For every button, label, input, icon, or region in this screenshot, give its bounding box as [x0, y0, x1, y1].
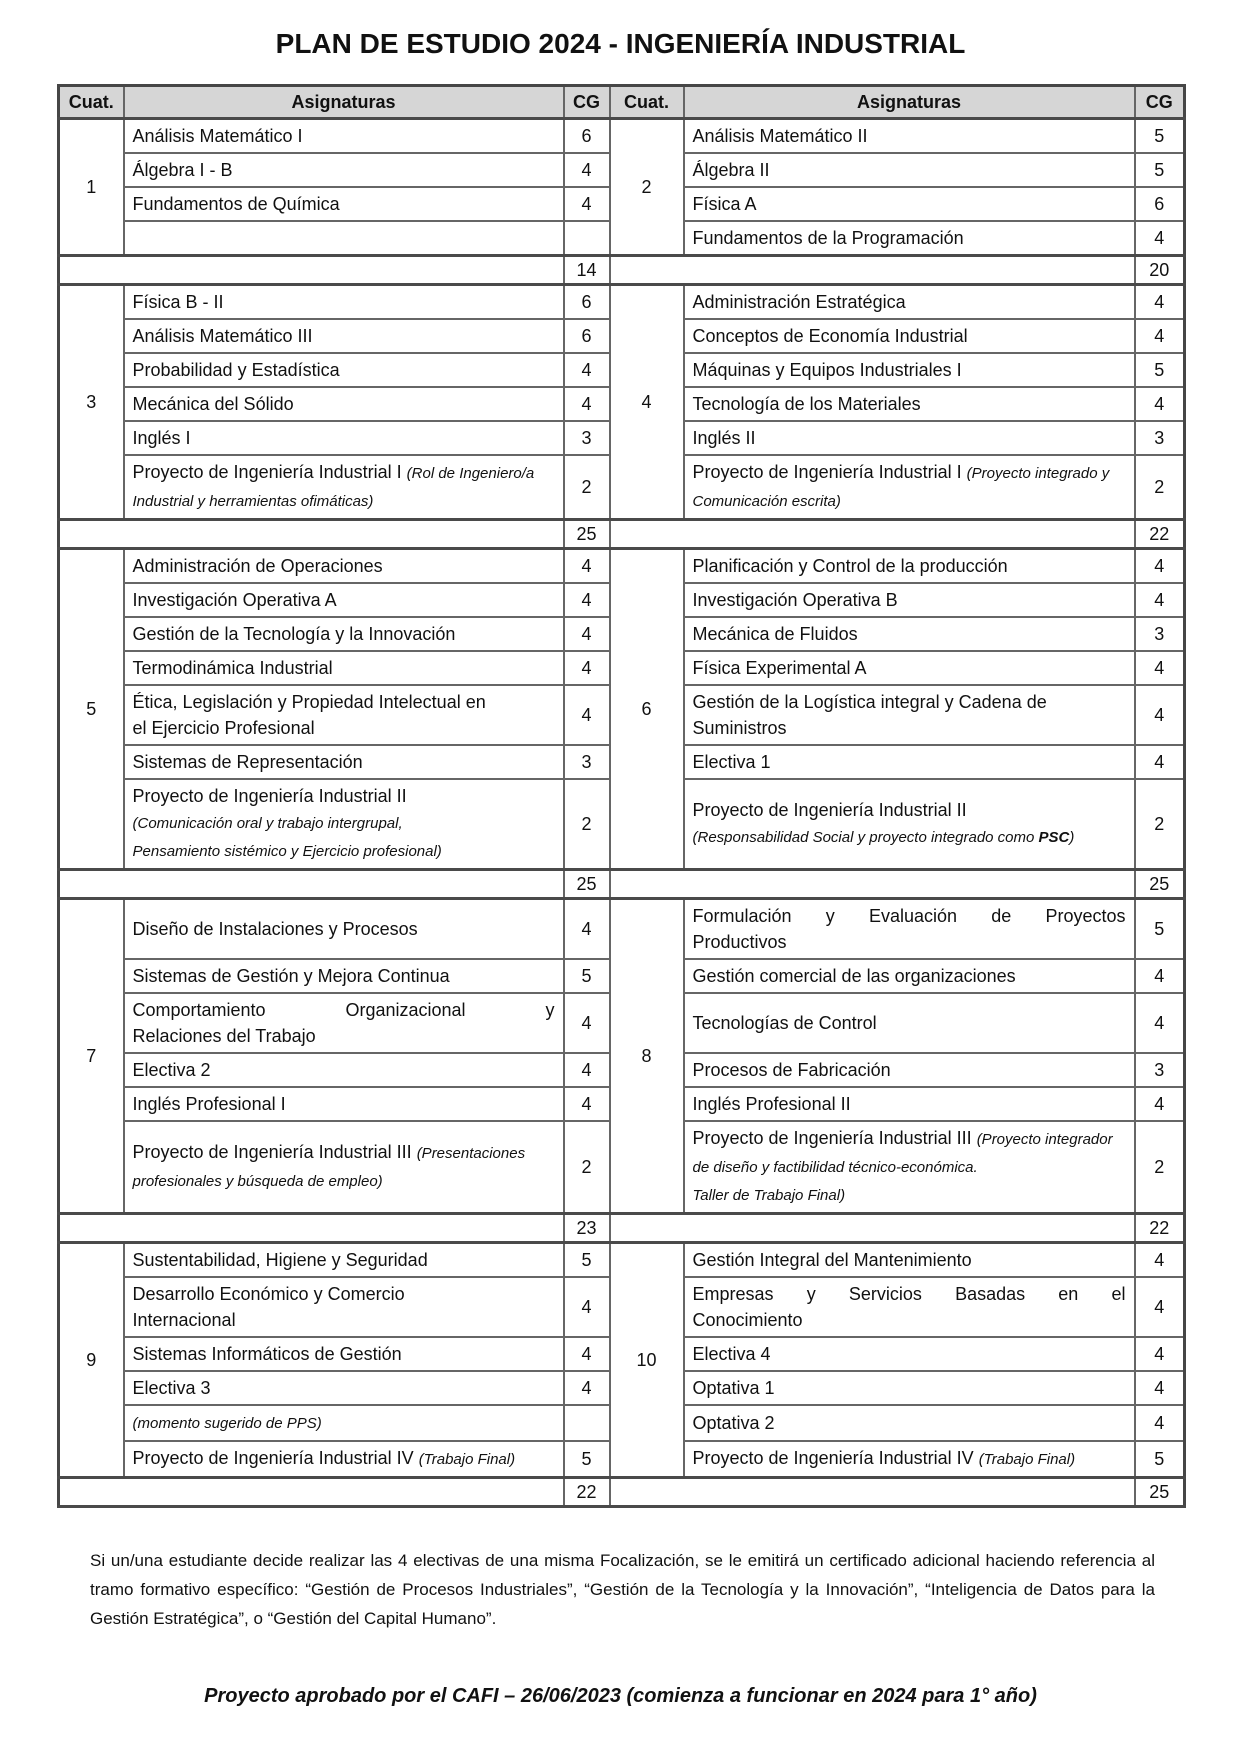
totals-credits-cell: 25	[564, 520, 610, 549]
course-name: Tecnología de los Materiales	[692, 394, 921, 414]
course-credits-cell	[564, 221, 610, 256]
totals-credits-cell: 25	[564, 870, 610, 899]
course-credits-cell: 5	[564, 1243, 610, 1278]
header-cuat-right: Cuat.	[610, 86, 684, 119]
course-credits-cell: 4	[564, 1087, 610, 1121]
approval-footer: Proyecto aprobado por el CAFI – 26/06/2023 (comienza a funcionar en 2024 para 1° año)	[204, 1685, 1037, 1707]
course-name: Investigación Operativa B	[692, 590, 898, 610]
course-name-cell	[684, 153, 1135, 187]
course-name: Física B - II	[132, 292, 224, 312]
course-credits-cell: 4	[1135, 651, 1185, 685]
course-row	[59, 285, 1185, 320]
cuatrimestre-cell: 9	[59, 1243, 124, 1478]
course-credits-cell: 4	[1135, 319, 1185, 353]
course-name-cell	[124, 119, 564, 154]
course-name: Inglés Profesional I	[132, 1094, 286, 1114]
course-credits-cell: 4	[564, 187, 610, 221]
course-name: Administración Estratégica	[692, 292, 906, 312]
totals-credits-cell: 20	[1135, 256, 1185, 285]
course-name-cell	[124, 221, 564, 256]
header-cg-right: CG	[1135, 86, 1185, 119]
totals-credits-cell: 25	[1135, 1478, 1185, 1507]
course-credits-cell: 6	[564, 319, 610, 353]
header-cg-left: CG	[564, 86, 610, 119]
curriculum-body	[59, 119, 1185, 1507]
totals-spacer-cell	[610, 520, 1135, 549]
course-name: Análisis Matemático I	[132, 126, 303, 146]
course-name-cell	[124, 779, 564, 870]
course-credits-cell: 5	[564, 1441, 610, 1478]
course-name: Proyecto de Ingeniería Industrial II	[692, 800, 967, 820]
header-asignaturas-right: Asignaturas	[684, 86, 1135, 119]
course-name-cell	[124, 285, 564, 320]
course-name: Fundamentos de la Programación	[692, 228, 964, 248]
course-credits-cell: 4	[1135, 993, 1185, 1053]
course-name: Inglés Profesional II	[692, 1094, 851, 1114]
course-note: (Responsabilidad Social y proyecto integrado como PSC)	[692, 829, 1075, 846]
course-name: Inglés II	[692, 428, 756, 448]
totals-spacer-cell	[610, 870, 1135, 899]
course-name: Física A	[692, 194, 757, 214]
course-credits-cell: 4	[564, 153, 610, 187]
totals-credits-cell: 23	[564, 1214, 610, 1243]
course-credits-cell: 4	[1135, 285, 1185, 320]
course-name: Proyecto de Ingeniería Industrial IV	[692, 1448, 974, 1468]
totals-spacer-cell	[59, 1214, 564, 1243]
course-name-cell	[124, 387, 564, 421]
course-credits-cell: 4	[564, 1277, 610, 1337]
totals-credits-cell: 25	[1135, 870, 1185, 899]
course-name-cell	[124, 421, 564, 455]
course-name-cell	[684, 1441, 1135, 1478]
course-note: (Trabajo Final)	[978, 1451, 1076, 1468]
course-name: Análisis Matemático II	[692, 126, 868, 146]
course-credits-cell: 3	[1135, 617, 1185, 651]
course-name: Sistemas de Gestión y Mejora Continua	[132, 966, 450, 986]
cuatrimestre-cell: 10	[610, 1243, 684, 1478]
cuatrimestre-cell: 6	[610, 549, 684, 870]
course-credits-cell: 5	[1135, 1441, 1185, 1478]
course-name: Inglés I	[132, 428, 191, 448]
course-name: Electiva 4	[692, 1344, 771, 1364]
course-credits-cell: 4	[564, 685, 610, 745]
course-name: Termodinámica Industrial	[132, 658, 333, 678]
course-name-cell	[124, 319, 564, 353]
course-name-cell: Comportamiento Organizacional y Relaciones del Trabajo	[124, 993, 564, 1053]
electives-note: Si un/una estudiante decide realizar las 4 electivas de una misma Focalización, se le emitirá un certificado adicional haciendo referencia al tramo formativo específico: “Gestión de Procesos Industriales”, “Gestión de la Tecnología y la Innovación”, “Inteligencia de Datos para la Gestión Estratégica”, o “Gestión del Capital Humano”.	[90, 1551, 1155, 1628]
totals-credits-cell: 22	[1135, 520, 1185, 549]
course-name: Tecnologías de Control	[692, 1013, 877, 1033]
course-credits-cell: 3	[1135, 1053, 1185, 1087]
course-credits-cell: 6	[564, 119, 610, 154]
totals-spacer-cell	[59, 870, 564, 899]
course-credits-cell: 4	[564, 651, 610, 685]
course-name-cell	[124, 959, 564, 993]
totals-row	[59, 1478, 1185, 1507]
table-header-row	[59, 86, 1185, 119]
course-name-cell	[124, 617, 564, 651]
course-name-cell	[684, 993, 1135, 1053]
course-name: Optativa 2	[692, 1413, 775, 1433]
course-name: Sistemas de Representación	[132, 752, 363, 772]
course-credits-cell: 4	[1135, 1337, 1185, 1371]
totals-row	[59, 256, 1185, 285]
course-name: Mecánica de Fluidos	[692, 624, 858, 644]
course-credits-cell: 2	[1135, 455, 1185, 520]
course-name-cell	[684, 353, 1135, 387]
course-name-cell	[124, 153, 564, 187]
course-row	[59, 549, 1185, 584]
course-credits-cell: 4	[1135, 1243, 1185, 1278]
course-name-cell	[124, 745, 564, 779]
course-name-cell	[684, 959, 1135, 993]
course-credits-cell: 4	[564, 387, 610, 421]
course-name-cell	[124, 1243, 564, 1278]
course-name-cell	[124, 549, 564, 584]
totals-spacer-cell	[59, 1478, 564, 1507]
course-credits-cell: 2	[1135, 779, 1185, 870]
course-name: Proyecto de Ingeniería Industrial II	[132, 786, 407, 806]
course-credits-cell: 4	[564, 549, 610, 584]
course-name-cell	[684, 745, 1135, 779]
course-note: (Trabajo Final)	[418, 1451, 516, 1468]
course-credits-cell	[564, 1405, 610, 1441]
cuatrimestre-cell: 3	[59, 285, 124, 520]
course-name-cell	[684, 1243, 1135, 1278]
course-name-cell	[684, 549, 1135, 584]
course-name-cell: Ética, Legislación y Propiedad Intelectual en el Ejercicio Profesional	[124, 685, 564, 745]
course-row	[59, 899, 1185, 960]
totals-credits-cell: 22	[564, 1478, 610, 1507]
course-name: Optativa 1	[692, 1378, 775, 1398]
course-name-cell	[124, 187, 564, 221]
course-credits-cell: 4	[1135, 1405, 1185, 1441]
course-name-cell	[684, 1371, 1135, 1405]
course-credits-cell: 3	[1135, 421, 1185, 455]
course-name: Álgebra I - B	[132, 160, 233, 180]
course-credits-cell: 4	[564, 1371, 610, 1405]
course-name: Gestión comercial de las organizaciones	[692, 966, 1016, 986]
course-name-cell	[124, 1087, 564, 1121]
course-name-cell	[124, 353, 564, 387]
course-credits-cell: 3	[564, 421, 610, 455]
course-credits-cell: 4	[564, 1337, 610, 1371]
course-name: Electiva 2	[132, 1060, 211, 1080]
course-name-cell	[684, 1121, 1135, 1214]
totals-credits-cell: 22	[1135, 1214, 1185, 1243]
course-name: Proyecto de Ingeniería Industrial I	[132, 462, 402, 482]
course-note: (Proyecto integrador de diseño y factibilidad técnico-económica. Taller de Trabajo Final)	[692, 1131, 1113, 1204]
course-name-cell: Empresas y Servicios Basadas en el Conocimiento	[684, 1277, 1135, 1337]
course-name: Administración de Operaciones	[132, 556, 383, 576]
course-name-cell: Desarrollo Económico y Comercio Internacional	[124, 1277, 564, 1337]
course-credits-cell: 5	[1135, 353, 1185, 387]
course-name-cell	[684, 387, 1135, 421]
course-note: (Presentaciones profesionales y búsqueda de empleo)	[132, 1145, 526, 1190]
cuatrimestre-cell: 4	[610, 285, 684, 520]
course-credits-cell: 5	[1135, 153, 1185, 187]
course-name: Física Experimental A	[692, 658, 867, 678]
course-credits-cell: 4	[1135, 685, 1185, 745]
cuatrimestre-cell: 2	[610, 119, 684, 256]
course-name: Fundamentos de Química	[132, 194, 340, 214]
course-name: Gestión de la Tecnología y la Innovación	[132, 624, 456, 644]
totals-spacer-cell	[610, 256, 1135, 285]
course-name-cell	[684, 119, 1135, 154]
course-name-cell	[124, 1371, 564, 1405]
course-name-cell: Gestión de la Logística integral y Cadena de Suministros	[684, 685, 1135, 745]
course-credits-cell: 4	[1135, 1371, 1185, 1405]
course-name-cell	[684, 187, 1135, 221]
course-credits-cell: 6	[564, 285, 610, 320]
course-name-cell	[684, 221, 1135, 256]
course-credits-cell: 2	[1135, 1121, 1185, 1214]
course-credits-cell: 4	[1135, 549, 1185, 584]
course-credits-cell: 5	[1135, 899, 1185, 960]
course-name: Gestión Integral del Mantenimiento	[692, 1250, 972, 1270]
cuatrimestre-cell: 5	[59, 549, 124, 870]
course-name-cell	[684, 1053, 1135, 1087]
course-credits-cell: 2	[564, 1121, 610, 1214]
course-credits-cell: 4	[1135, 1087, 1185, 1121]
course-name-cell	[124, 1441, 564, 1478]
course-name-cell	[124, 1337, 564, 1371]
header-asignaturas-left: Asignaturas	[124, 86, 564, 119]
course-name: Sistemas Informáticos de Gestión	[132, 1344, 402, 1364]
course-credits-cell: 4	[1135, 959, 1185, 993]
course-name-cell	[684, 583, 1135, 617]
course-name-cell	[124, 651, 564, 685]
course-name-cell	[124, 1121, 564, 1214]
course-name: Análisis Matemático III	[132, 326, 313, 346]
totals-row	[59, 1214, 1185, 1243]
course-name-cell	[684, 319, 1135, 353]
course-name-cell	[684, 1337, 1135, 1371]
course-credits-cell: 4	[564, 617, 610, 651]
totals-spacer-cell	[59, 520, 564, 549]
course-credits-cell: 4	[564, 353, 610, 387]
course-credits-cell: 5	[1135, 119, 1185, 154]
page-title: PLAN DE ESTUDIO 2024 - INGENIERÍA INDUSTRIAL	[275, 28, 966, 59]
course-name: Planificación y Control de la producción	[692, 556, 1008, 576]
course-credits-cell: 4	[564, 993, 610, 1053]
totals-credits-cell: 14	[564, 256, 610, 285]
course-name: Investigación Operativa A	[132, 590, 337, 610]
course-name-cell	[684, 421, 1135, 455]
course-credits-cell: 4	[1135, 745, 1185, 779]
course-credits-cell: 2	[564, 455, 610, 520]
totals-row	[59, 870, 1185, 899]
totals-row	[59, 520, 1185, 549]
cuatrimestre-cell: 7	[59, 899, 124, 1214]
course-credits-cell: 4	[1135, 583, 1185, 617]
cuatrimestre-cell: 1	[59, 119, 124, 256]
course-credits-cell: 5	[564, 959, 610, 993]
course-credits-cell: 4	[564, 1053, 610, 1087]
course-name-cell	[684, 455, 1135, 520]
course-name-cell	[684, 1087, 1135, 1121]
cuatrimestre-cell: 8	[610, 899, 684, 1214]
course-credits-cell: 4	[1135, 1277, 1185, 1337]
course-name: Máquinas y Equipos Industriales I	[692, 360, 962, 380]
course-row	[59, 1243, 1185, 1278]
course-name: Álgebra II	[692, 160, 770, 180]
course-row	[59, 119, 1185, 154]
course-name: Proyecto de Ingeniería Industrial IV	[132, 1448, 414, 1468]
course-credits-cell: 2	[564, 779, 610, 870]
course-name-cell	[684, 285, 1135, 320]
course-name: Procesos de Fabricación	[692, 1060, 891, 1080]
course-name-cell	[124, 899, 564, 960]
totals-spacer-cell	[610, 1478, 1135, 1507]
course-credits-cell: 4	[1135, 387, 1185, 421]
course-name: Proyecto de Ingeniería Industrial III	[692, 1128, 972, 1148]
course-name: Electiva 3	[132, 1378, 211, 1398]
curriculum-table	[57, 84, 1186, 1508]
course-credits-cell: 4	[564, 899, 610, 960]
totals-spacer-cell	[59, 256, 564, 285]
course-name-cell	[684, 779, 1135, 870]
course-name-cell	[684, 617, 1135, 651]
course-note: (momento sugerido de PPS)	[132, 1415, 322, 1432]
course-name: Conceptos de Economía Industrial	[692, 326, 968, 346]
course-credits-cell: 4	[1135, 221, 1185, 256]
totals-spacer-cell	[610, 1214, 1135, 1243]
course-name-cell	[124, 1405, 564, 1441]
header-cuat-left: Cuat.	[59, 86, 124, 119]
course-credits-cell: 6	[1135, 187, 1185, 221]
course-credits-cell: 3	[564, 745, 610, 779]
course-name-cell: Formulación y Evaluación de Proyectos Productivos	[684, 899, 1135, 960]
course-name-cell	[124, 1053, 564, 1087]
course-note: (Proyecto integrado y Comunicación escrita)	[692, 465, 1110, 510]
course-note: (Comunicación oral y trabajo intergrupal, Pensamiento sistémico y Ejercicio profesional)	[132, 815, 442, 860]
course-name: Mecánica del Sólido	[132, 394, 294, 414]
course-name-cell	[684, 1405, 1135, 1441]
course-name: Sustentabilidad, Higiene y Seguridad	[132, 1250, 428, 1270]
course-note: (Rol de Ingeniero/a Industrial y herramientas ofimáticas)	[132, 465, 535, 510]
course-name-cell	[684, 651, 1135, 685]
course-credits-cell: 4	[564, 583, 610, 617]
course-name-cell	[124, 455, 564, 520]
course-name: Proyecto de Ingeniería Industrial III	[132, 1142, 412, 1162]
course-name: Diseño de Instalaciones y Procesos	[132, 919, 418, 939]
course-name: Electiva 1	[692, 752, 771, 772]
course-name: Probabilidad y Estadística	[132, 360, 340, 380]
course-name-cell	[124, 583, 564, 617]
course-name: Proyecto de Ingeniería Industrial I	[692, 462, 962, 482]
